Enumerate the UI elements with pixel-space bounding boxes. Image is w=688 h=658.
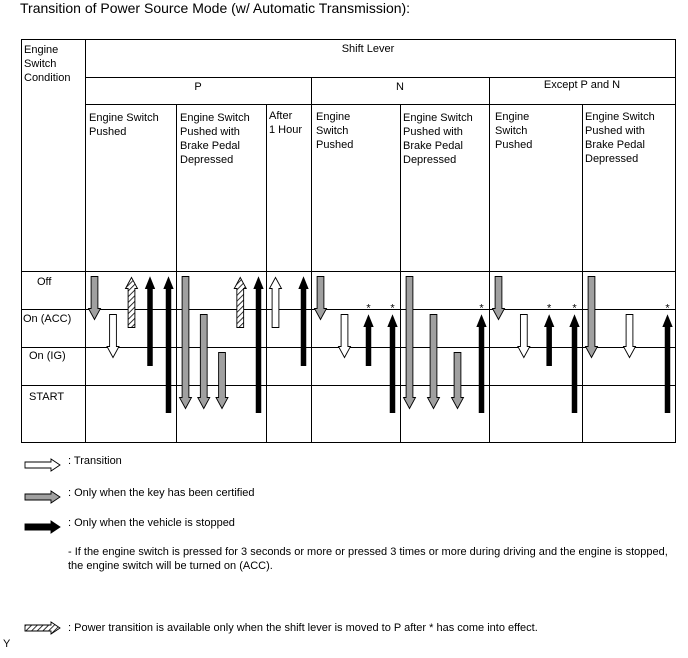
column-header-line: Switch xyxy=(495,125,528,137)
corner-label-line: Engine xyxy=(24,44,59,56)
gray-transition-arrow xyxy=(404,277,416,409)
group-header-n: N xyxy=(396,81,404,93)
gray-transition-arrow xyxy=(452,353,464,409)
column-header-line: Brake Pedal xyxy=(180,140,240,152)
legend-stopped-arrow-icon xyxy=(25,521,60,533)
legend-hatched-arrow-icon xyxy=(25,622,60,634)
legend-certified: : Only when the key has been certified xyxy=(68,487,255,499)
table-border xyxy=(22,40,676,443)
black-transition-arrow xyxy=(146,278,155,366)
state-label-off: Off xyxy=(37,276,52,288)
column-header-line: Pushed with xyxy=(403,126,463,138)
asterisk-marker: * xyxy=(390,302,395,315)
gray-transition-arrow xyxy=(198,315,210,409)
column-header-line: Brake Pedal xyxy=(585,139,645,151)
black-transition-arrow xyxy=(545,316,554,366)
black-transition-arrow xyxy=(477,316,486,413)
legend-hatched: : Power transition is available only when the shift lever is moved to P after * has come into effect. xyxy=(68,622,538,634)
group-header-p: P xyxy=(194,81,202,93)
black-transition-arrow xyxy=(299,278,308,366)
table-grid xyxy=(22,40,676,443)
legend-transition-arrow-icon xyxy=(25,459,60,471)
figure-corner-mark: Y xyxy=(3,638,11,650)
column-header-line: Depressed xyxy=(403,154,457,166)
column-header-line: Engine Switch xyxy=(403,112,473,124)
shift-lever-header: Shift Lever xyxy=(341,43,395,55)
black-transition-arrow xyxy=(254,278,263,413)
state-label-on-ig: On (IG) xyxy=(29,350,66,362)
corner-label-line: Switch xyxy=(24,58,57,70)
state-label-start: START xyxy=(29,391,65,403)
column-header-line: Engine xyxy=(495,111,530,123)
column-header-line: 1 Hour xyxy=(269,124,303,136)
black-transition-arrow xyxy=(663,316,672,413)
gray-transition-arrow xyxy=(315,277,327,320)
black-transition-arrow xyxy=(164,278,173,413)
column-header-line: Pushed with xyxy=(585,125,645,137)
gray-transition-arrow xyxy=(428,315,440,409)
asterisk-marker: * xyxy=(366,302,371,315)
gray-transition-arrow xyxy=(493,277,505,320)
column-header-line: Brake Pedal xyxy=(403,140,463,152)
black-transition-arrow xyxy=(364,316,373,366)
white-transition-arrow xyxy=(339,315,351,358)
gray-transition-arrow xyxy=(586,277,598,358)
gray-transition-arrow xyxy=(216,353,228,409)
legend-swatches xyxy=(25,459,60,634)
column-header-line: Switch xyxy=(316,125,349,137)
black-transition-arrow xyxy=(570,316,579,413)
column-header-line: Depressed xyxy=(180,154,234,166)
white-transition-arrow xyxy=(518,315,530,358)
asterisk-marker: * xyxy=(572,302,577,315)
column-header-line: Engine Switch xyxy=(180,112,250,124)
white-transition-arrow xyxy=(107,315,119,358)
hatched-transition-arrow xyxy=(234,278,246,328)
hatched-transition-arrow xyxy=(126,278,138,328)
diagram-title: Transition of Power Source Mode (w/ Automatic Transmission): xyxy=(20,0,411,16)
asterisk-marker: * xyxy=(547,302,552,315)
column-header-line: Engine xyxy=(316,111,351,123)
group-header-except-p-n: Except P and N xyxy=(543,79,621,91)
column-header-line: Pushed xyxy=(495,139,533,151)
column-header-line: Pushed with xyxy=(180,126,240,138)
column-header-line: After xyxy=(269,110,293,122)
asterisk-marker: * xyxy=(479,302,484,315)
column-header-line: Pushed xyxy=(316,139,354,151)
state-label-on-acc: On (ACC) xyxy=(23,313,72,325)
legend-stopped: : Only when the vehicle is stopped xyxy=(68,517,235,529)
column-header-line: Engine Switch xyxy=(585,111,655,123)
gray-transition-arrow xyxy=(180,277,192,409)
white-transition-arrow xyxy=(624,315,636,358)
column-header-line: Pushed xyxy=(89,126,127,138)
black-transition-arrow xyxy=(388,316,397,413)
legend-note: - If the engine switch is pressed for 3 seconds or more or pressed 3 times or more during driving and the engine is stopped, the engine switch will be turned on (ACC). xyxy=(68,546,668,572)
white-transition-arrow xyxy=(270,278,282,328)
gray-transition-arrow xyxy=(89,277,101,320)
legend-transition: : Transition xyxy=(68,455,122,467)
column-header-line: Depressed xyxy=(585,153,639,165)
asterisk-marker: * xyxy=(665,302,670,315)
corner-label-line: Condition xyxy=(24,72,71,84)
legend-certified-arrow-icon xyxy=(25,491,60,503)
column-header-line: Engine Switch xyxy=(89,112,159,124)
